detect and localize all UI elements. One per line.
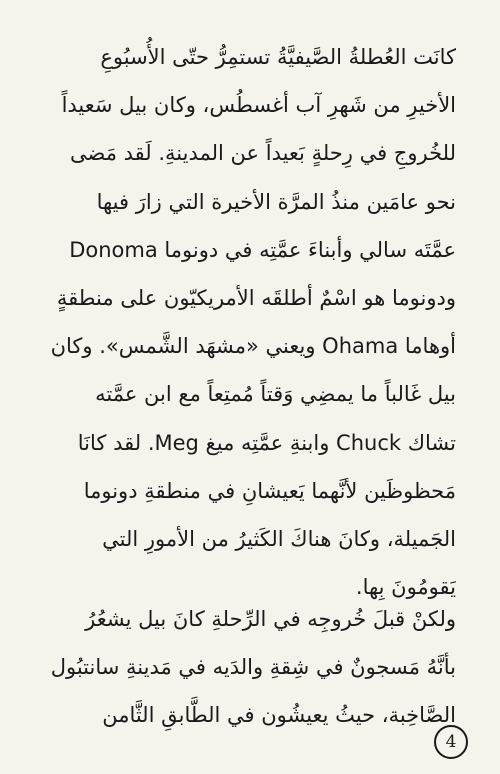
text-line: الصَّاخِبة، حيثُ يعيشُون في الطَّابقِ الثَّامن: [102, 703, 456, 728]
text-line: بيل غَالباً ما يمضِي وَقتاً مُمتِعاً مع ابن عمَّته: [95, 382, 456, 407]
text-line: تشاك Chuck وابنةِ عمَّتِه ميغ Meg. لقد كانَا: [77, 430, 456, 455]
text-line: بأنَّهُ مَسجونٌ في شِقةِ والدَيه في مَدينةِ سانتبُول: [50, 655, 456, 680]
text-line: عمَّتَه سالي وأبناءَ عمَّتِه في دونوما Donoma: [69, 237, 456, 262]
text-line: كانَت العُطلةُ الصَّيفيَّةُ تستمِرُّ حتّى الأُسبُوعِ: [100, 45, 456, 69]
text-line: ولكنْ قبلَ خُروجِه في الرِّحلةِ كانَ بيل يشعُرُ: [85, 607, 456, 631]
text-line: يَقومُونَ بِها.: [355, 575, 456, 600]
text-line: أوهاما Ohama ويعني «مشهَد الشَّمس». وكان: [50, 334, 456, 359]
text-line: الأخيرِ من شَهرِ آب أغسطُس، وكان بيل سَعيداً: [61, 93, 456, 118]
paragraph-2: [38, 595, 456, 740]
text-line: مَحظوظَين لأنَّهما يَعيشانِ في منطقةِ دونوما: [83, 478, 456, 503]
text-line: الجَميلة، وكانَ هناكَ الكَثيرُ من الأمورِ التي: [102, 526, 456, 551]
text-line: للخُروجِ في رِحلةٍ بَعيداً عن المدينةِ. لَقد مَضى: [70, 141, 456, 166]
text-line: ودونوما هو اسْمٌ أطلقَه الأمريكيّون على منطقةٍ: [56, 285, 456, 310]
page-number: 4: [434, 725, 468, 759]
text-line: نحو عامَين منذُ المرَّة الأخيرة التي زارَ فيها: [96, 189, 456, 214]
paragraph-1: [38, 33, 456, 611]
